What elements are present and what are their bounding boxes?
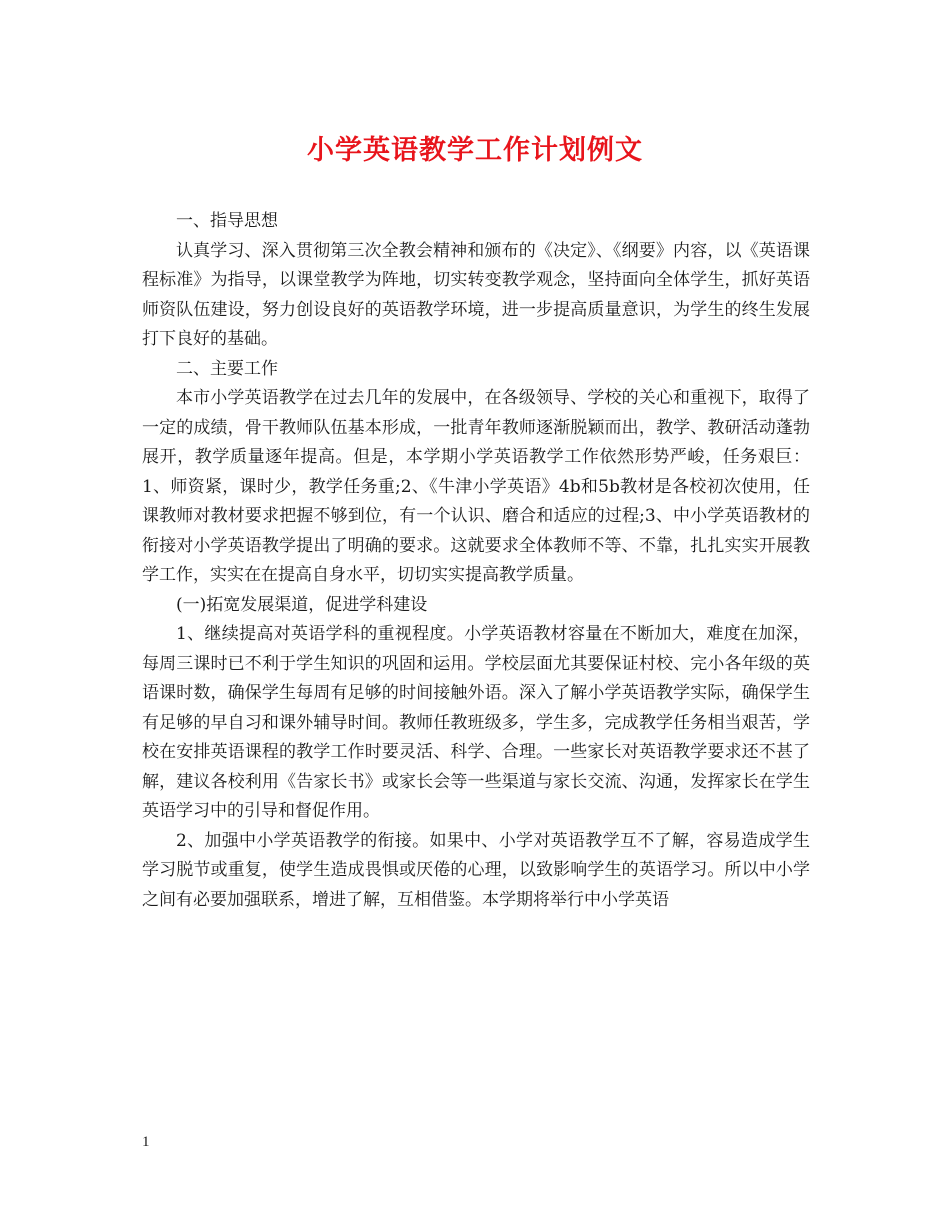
paragraph-main-work: 本市小学英语教学在过去几年的发展中，在各级领导、学校的关心和重视下，取得了一定的成绩，骨干教师队伍基本形成，一批青年教师逐渐脱颖而出，教学、教研活动蓬勃展开，教学质量逐年提高。但是，本学期小学英语教学工作依然形势严峻，任务艰巨：1、师资紧，课时少，教学任务重;2、《牛津小学英语》4b和5b教材是各校初次使用，任课教师对教材要求把握不够到位，有一个认识、磨合和适应的过程;3、中小学英语教材的衔接对小学英语教学提出了明确的要求。这就要求全体教师不等、不靠，扎扎实实开展教学工作，实实在在提高自身水平，切切实实提高教学质量。 [142, 388, 810, 585]
page-number: 1 [142, 1134, 150, 1150]
paragraph-guiding-ideology: 认真学习、深入贯彻第三次全教会精神和颁布的《决定》、《纲要》内容，以《英语课程标准》为指导，以课堂教学为阵地，切实转变教学观念，坚持面向全体学生，抓好英语师资队伍建设，努力创设良好的英语教学环境，进一步提高质量意识，为学生的终生发展打下良好的基础。 [142, 240, 810, 349]
paragraph-item-2: 2、加强中小学英语教学的衔接。如果中、小学对英语教学互不了解，容易造成学生学习脱节或重复，使学生造成畏惧或厌倦的心理，以致影响学生的英语学习。所以中小学之间有必要加强联系，增进了解，互相借鉴。本学期将举行中小学英语 [142, 830, 810, 910]
paragraph-item-1: 1、继续提高对英语学科的重视程度。小学英语教材容量在不断加大，难度在加深，每周三课时已不利于学生知识的巩固和运用。学校层面尤其要保证村校、完小各年级的英语课时数，确保学生每周有足够的时间接触外语。深入了解小学英语教学实际，确保学生有足够的早自习和课外辅导时间。教师任教班级多，学生多，完成教学任务相当艰苦，学校在安排英语课程的教学工作时要灵活、科学、合理。一些家长对英语教学要求还不甚了解，建议各校利用《告家长书》或家长会等一些渠道与家长交流、沟通，发挥家长在学生英语学习中的引导和督促作用。 [142, 624, 810, 821]
document-body [142, 207, 810, 915]
subsection-heading-1: (一)拓宽发展渠道，促进学科建设 [176, 594, 428, 615]
section-heading-2: 二、主要工作 [176, 358, 278, 379]
section-heading-1: 一、指导思想 [176, 211, 278, 231]
document-title: 小学英语教学工作计划例文 [307, 135, 643, 166]
